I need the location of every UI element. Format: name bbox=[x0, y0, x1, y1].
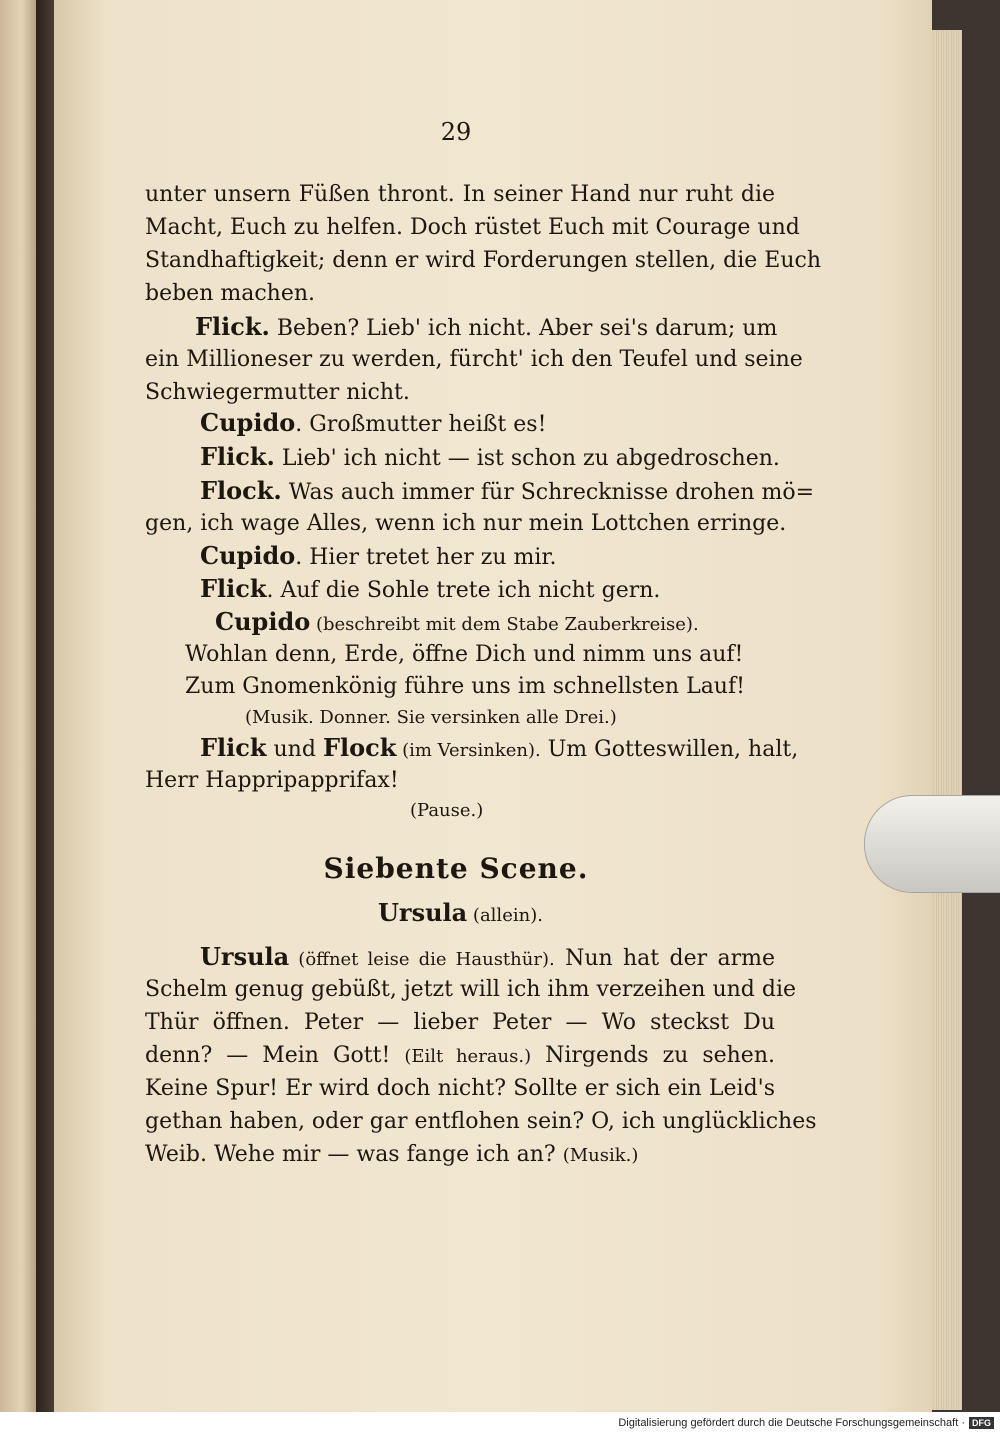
text-line bbox=[410, 795, 483, 826]
text-line bbox=[145, 1041, 775, 1072]
line-text: Was auch immer für Schrecknisse drohen mö= bbox=[281, 480, 815, 505]
text-line bbox=[145, 246, 822, 276]
stage-direction: (im Versinken). bbox=[396, 740, 541, 761]
line-text: . Auf die Sohle trete ich nicht gern. bbox=[266, 578, 661, 603]
stage-direction: (beschreibt mit dem Stabe Zauberkreise). bbox=[310, 614, 699, 635]
speaker-name: Flick bbox=[200, 574, 267, 603]
speaker-name: Flick. bbox=[195, 312, 270, 341]
speaker-name: Ursula bbox=[200, 942, 290, 971]
scene-heading: Siebente Scene. bbox=[323, 852, 589, 885]
line-text: Herr Happripapprifax! bbox=[145, 768, 399, 793]
line-text: Nirgends zu sehen. bbox=[531, 1043, 775, 1068]
text-line bbox=[200, 574, 660, 606]
stage-direction: (Eilt heraus.) bbox=[404, 1046, 532, 1067]
line-text: und bbox=[266, 737, 323, 762]
text-line bbox=[195, 312, 778, 344]
speaker-name: Flick bbox=[200, 733, 267, 762]
page-number: 29 bbox=[440, 118, 472, 146]
line-text: unter unsern Füßen thront. In seiner Hand nur ruht die bbox=[145, 182, 775, 207]
stage-direction: (allein). bbox=[467, 905, 543, 926]
text-line bbox=[145, 1140, 638, 1171]
speaker-name: Flock. bbox=[200, 476, 282, 505]
text-line bbox=[185, 640, 743, 670]
text-line bbox=[200, 408, 546, 440]
text-line bbox=[145, 180, 775, 210]
line-text: Weib. Wehe mir — was fange ich an? bbox=[145, 1142, 563, 1167]
text-line bbox=[145, 766, 399, 796]
line-text: gethan haben, oder gar entflohen sein? O, ich unglückliches bbox=[145, 1109, 817, 1134]
text-line bbox=[145, 1008, 775, 1038]
line-text: Schwiegermutter nicht. bbox=[145, 380, 410, 405]
text-line bbox=[200, 733, 799, 766]
line-text: gen, ich wage Alles, wenn ich nur mein Lottchen erringe. bbox=[145, 511, 787, 536]
digitization-footer bbox=[618, 1414, 994, 1432]
stage-direction: (Musik. Donner. Sie versinken alle Drei.) bbox=[245, 707, 617, 728]
text-line bbox=[145, 345, 803, 375]
line-text: beben machen. bbox=[145, 281, 316, 306]
stage-direction: (Musik.) bbox=[562, 1145, 639, 1166]
speaker-name: Cupido bbox=[200, 408, 296, 437]
line-text: Um Gotteswillen, halt, bbox=[540, 737, 799, 762]
line-text: Zum Gnomenkönig führe uns im schnellsten Lauf! bbox=[185, 674, 745, 699]
line-text: . Hier tretet her zu mir. bbox=[295, 545, 557, 570]
text-line bbox=[200, 942, 775, 975]
text-line bbox=[200, 442, 780, 474]
stage-direction: (Pause.) bbox=[410, 800, 484, 821]
text-line bbox=[145, 1107, 817, 1137]
text-line bbox=[245, 702, 617, 733]
line-text: denn? — Mein Gott! bbox=[145, 1043, 405, 1068]
line-text: Macht, Euch zu helfen. Doch rüstet Euch mit Courage und bbox=[145, 215, 800, 240]
speaker-name: Flock bbox=[322, 733, 397, 762]
text-line bbox=[378, 898, 543, 931]
line-text: Schelm genug gebüßt, jetzt will ich ihm verzeihen und die bbox=[145, 977, 796, 1002]
left-page-edge bbox=[0, 0, 36, 1412]
dfg-logo: DFG bbox=[969, 1417, 994, 1429]
text-line bbox=[215, 607, 699, 640]
text-line bbox=[200, 476, 815, 508]
line-text: . Großmutter heißt es! bbox=[295, 412, 547, 437]
line-text: Wohlan denn, Erde, öffne Dich und nimm uns auf! bbox=[185, 642, 744, 667]
text-line bbox=[145, 509, 787, 539]
page-edges bbox=[932, 30, 962, 1410]
speaker-name: Flick. bbox=[200, 442, 275, 471]
speaker-name: Ursula bbox=[378, 898, 468, 927]
speaker-name: Cupido bbox=[215, 607, 311, 636]
speaker-name: Cupido bbox=[200, 541, 296, 570]
text-line bbox=[145, 975, 796, 1005]
line-text: Nun hat der arme bbox=[554, 946, 775, 971]
text-line bbox=[145, 213, 800, 243]
line-text: Lieb' ich nicht — ist schon zu abgedroschen. bbox=[274, 446, 780, 471]
book-gutter bbox=[36, 0, 54, 1412]
line-text: Standhaftigkeit; denn er wird Forderungen stellen, die Euch bbox=[145, 248, 822, 273]
line-text: Keine Spur! Er wird doch nicht? Sollte er sich ein Leid's bbox=[145, 1076, 775, 1101]
text-line bbox=[200, 541, 557, 573]
text-line bbox=[145, 378, 410, 408]
footer-text: Digitalisierung gefördert durch die Deutsche Forschungsgemeinschaft · bbox=[618, 1417, 965, 1429]
line-text: Thür öffnen. Peter — lieber Peter — Wo steckst Du bbox=[145, 1010, 775, 1035]
text-line bbox=[145, 1074, 775, 1104]
line-text: Beben? Lieb' ich nicht. Aber sei's darum; um bbox=[269, 316, 778, 341]
text-line bbox=[185, 672, 745, 702]
line-text: ein Millioneser zu werden, fürcht' ich den Teufel und seine bbox=[145, 347, 803, 372]
text-line bbox=[145, 279, 315, 309]
stage-direction: (öffnet leise die Hausthür). bbox=[289, 949, 555, 970]
